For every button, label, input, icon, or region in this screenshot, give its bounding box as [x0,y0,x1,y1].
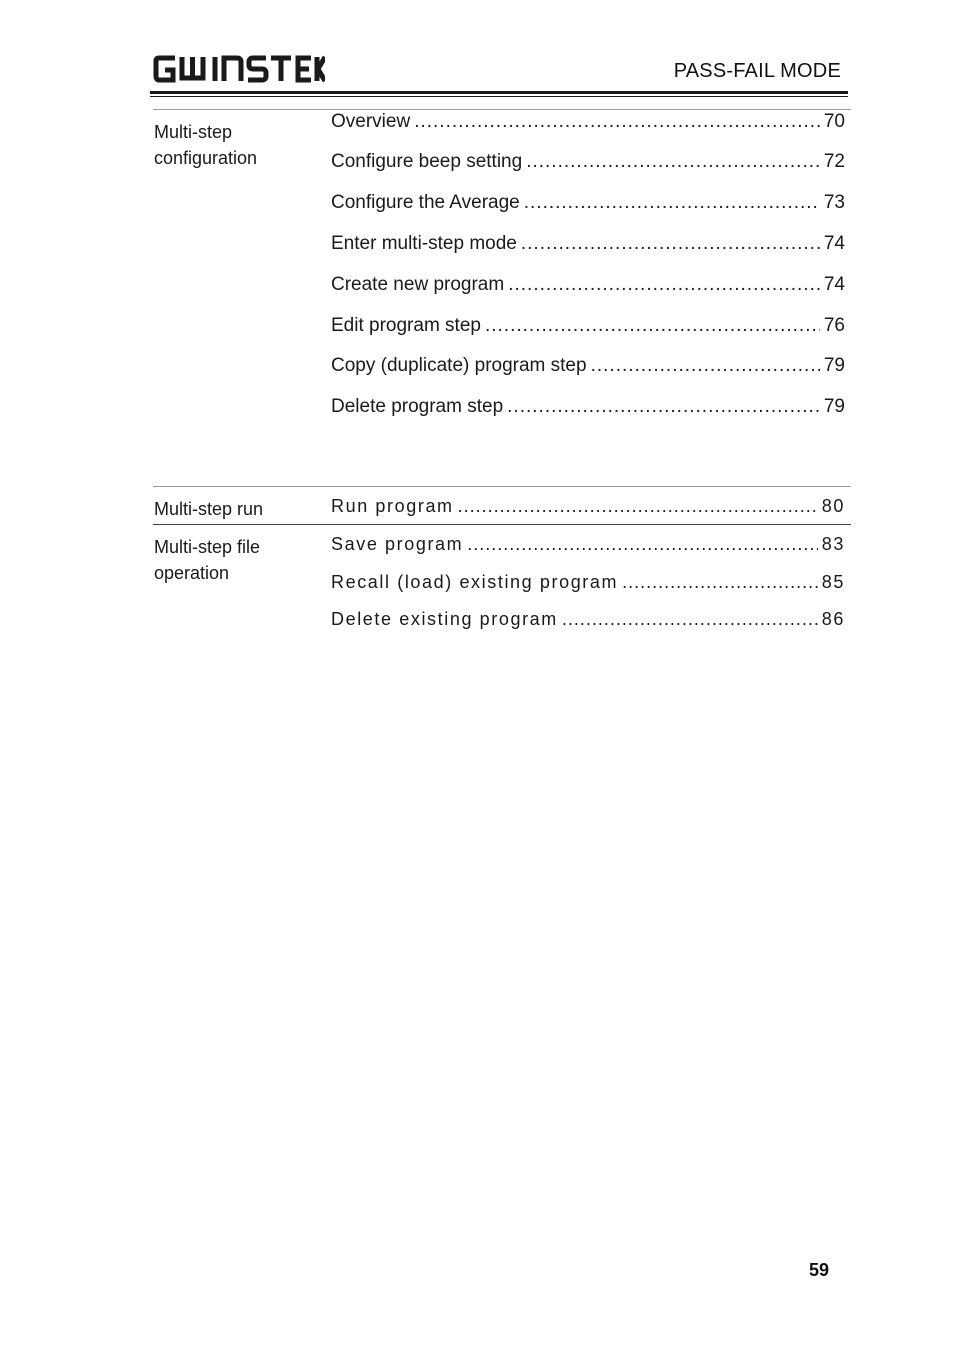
dot-leader [507,396,820,418]
toc-entry[interactable] [331,496,845,522]
toc-entry-label: Enter multi-step mode [331,233,517,254]
section-divider [153,486,851,487]
toc-entry[interactable] [331,192,845,218]
toc-entry[interactable] [331,609,845,635]
toc-entry-page: 79 [823,396,845,417]
toc-entry[interactable] [331,315,845,341]
gw-instek-logo [153,54,325,84]
dot-leader [508,274,820,296]
toc-entry[interactable] [331,355,845,381]
section-divider [153,524,851,525]
toc-entry-label: Save program [331,534,464,554]
header-rule [150,91,848,94]
toc-entry-label: Recall (load) existing program [331,572,619,592]
toc-entry[interactable] [331,396,845,422]
toc-entry-label: Delete program step [331,396,504,417]
section-label-multi-step-configuration: Multi-step configuration [154,122,258,168]
toc-entry[interactable] [331,233,845,259]
toc-entry-page: 74 [823,274,845,295]
toc-entry-page: 76 [823,315,845,336]
toc-entry-label: Copy (duplicate) program step [331,355,587,376]
section-label-multi-step-file-operation: Multi-step file operation [154,537,261,583]
section-divider [153,109,851,110]
toc-entry[interactable] [331,111,845,137]
toc-entry-label: Create new program [331,274,505,295]
toc-entry-page: 80 [821,496,845,516]
toc-entry-page: 73 [823,192,845,213]
toc-entry-label: Configure the Average [331,192,520,213]
toc-entry-label: Overview [331,111,411,132]
dot-leader [591,355,820,377]
dot-leader [485,315,820,337]
toc-entry-page: 79 [823,355,845,376]
toc-entry-label: Configure beep setting [331,151,523,172]
header-rule-thin [150,96,848,97]
chapter-title: PASS-FAIL MODE [673,60,841,82]
toc-entry-page: 70 [823,111,845,132]
dot-leader [562,609,818,630]
toc-entry-label: Delete existing program [331,609,558,629]
dot-leader [526,151,820,173]
toc-entry-page: 85 [821,572,845,592]
toc-entry-page: 83 [821,534,845,554]
toc-entry-page: 72 [823,151,845,172]
toc-entry-page: 74 [823,233,845,254]
dot-leader [524,192,820,214]
dot-leader [521,233,820,255]
section-label-multi-step-run: Multi-step run [154,499,264,519]
dot-leader [467,534,818,555]
toc-entry[interactable] [331,274,845,300]
toc-entry[interactable] [331,151,845,177]
dot-leader [414,111,820,133]
toc-entry-page: 86 [821,609,845,629]
toc-entry-label: Run program [331,496,454,516]
dot-leader [622,572,818,593]
toc-entry-label: Edit program step [331,315,481,336]
toc-entry[interactable] [331,572,845,598]
dot-leader [458,496,818,517]
toc-entry[interactable] [331,534,845,560]
page-number: 59 [809,1260,830,1280]
